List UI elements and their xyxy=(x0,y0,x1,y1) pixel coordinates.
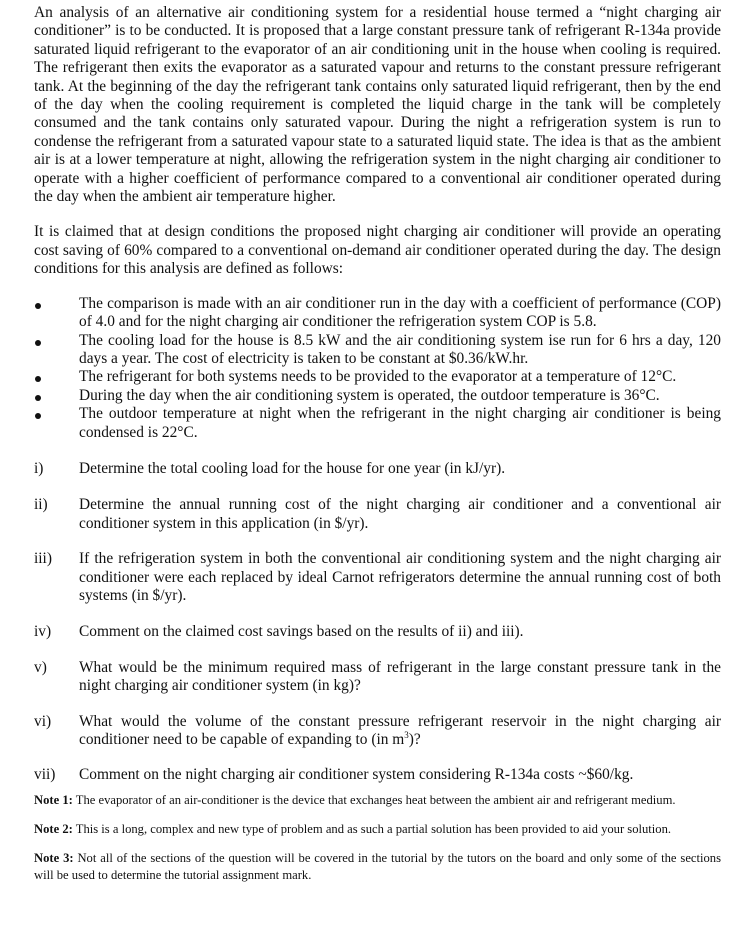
note-1 xyxy=(34,792,721,809)
note-label: Note 2: xyxy=(34,821,73,836)
question-number: iv) xyxy=(34,623,52,641)
note-label: Note 3: xyxy=(34,850,74,865)
question-number: vi) xyxy=(34,712,52,730)
question-text: If the refrigeration system in both the conventional air conditioning system and the night charging air conditioner were each replaced by ideal Carnot refrigerators determine the annual running cost of both systems (in $/yr). xyxy=(79,550,721,604)
question-text: What would be the minimum required mass of refrigerant in the large constant pressure tank in the night charging air conditioner system (in kg)? xyxy=(79,658,721,695)
question-item xyxy=(34,659,721,696)
question-number: ii) xyxy=(34,496,48,514)
question-item xyxy=(34,496,721,533)
list-item xyxy=(34,405,721,442)
bullet-icon xyxy=(35,413,41,419)
question-number: iii) xyxy=(34,550,52,568)
note-text: Not all of the sections of the question will be covered in the tutorial by the tutors on the board and only some of the sections will be used to determine the tutorial assignment mark. xyxy=(34,850,721,882)
bullet-icon xyxy=(35,340,41,346)
question-item xyxy=(34,550,721,605)
bullet-text: The cooling load for the house is 8.5 kW and the air conditioning system ise run for 6 hrs a day, 120 days a year. The cost of electricity is taken to be constant at $0.36/kW.hr. xyxy=(79,331,721,367)
question-number: vii) xyxy=(34,766,56,784)
note-label: Note 1: xyxy=(34,792,73,807)
question-item xyxy=(34,623,721,641)
note-text: The evaporator of an air-conditioner is the device that exchanges heat between the ambient air and refrigerant medium. xyxy=(72,792,676,807)
superscript: 3 xyxy=(404,729,409,740)
note-2 xyxy=(34,821,721,838)
list-item xyxy=(34,295,721,332)
claim-paragraph: It is claimed that at design conditions the proposed night charging air conditioner will provide an operating cost saving of 60% compared to a conventional on-demand air conditioner operated during the day. The design conditions for this analysis are defined as follows: xyxy=(34,223,721,278)
question-text: Comment on the night charging air conditioner system considering R-134a costs ~$60/kg. xyxy=(79,766,634,784)
intro-paragraph: An analysis of an alternative air conditioning system for a residential house termed a “night charging air conditioner” is to be conducted. It is proposed that a large constant pressure tank of refrigerant R-134a provide saturated liquid refrigerant to the evaporator of an air conditioning unit in the house when cooling is required. The refrigerant then exits the evaporator as a saturated vapour and returns to the constant pressure refrigerant tank. At the beginning of the day the refrigerant tank contains only saturated liquid refrigerant, then by the end of the day when the cooling requirement is completed the liquid charge in the tank will be completely consumed and the tank contains only saturated vapour. During the night a refrigeration system is run to condense the refrigerant from a saturated vapour state to a saturated liquid state. The idea is that as the ambient air is at a lower temperature at night, allowing the refrigeration system in the night charging air conditioner to operate with a higher coefficient of performance compared to a conventional air conditioner operated during the day when the ambient air temperature higher. xyxy=(34,4,721,206)
bullet-text: During the day when the air conditioning system is operated, the outdoor temperature is 36°C. xyxy=(79,386,660,404)
design-conditions-list xyxy=(34,295,721,442)
bullet-icon xyxy=(35,303,41,309)
question-text-after: )? xyxy=(408,731,421,748)
question-item xyxy=(34,713,721,750)
question-number: v) xyxy=(34,658,47,676)
list-item xyxy=(34,368,721,386)
bullet-text: The outdoor temperature at night when the refrigerant in the night charging air conditioner is being condensed is 22°C. xyxy=(79,405,721,441)
bullet-text: The refrigerant for both systems needs to be provided to the evaporator at a temperature of 12°C. xyxy=(79,368,677,386)
question-number: i) xyxy=(34,459,44,477)
bullet-icon xyxy=(35,395,41,401)
question-text: Determine the annual running cost of the night charging air conditioner and a conventional air conditioner system in this application (in $/yr). xyxy=(79,496,721,532)
list-item xyxy=(34,332,721,369)
bullet-icon xyxy=(35,376,41,382)
question-text: Comment on the claimed cost savings based on the results of ii) and iii). xyxy=(79,623,524,641)
question-text: Determine the total cooling load for the house for one year (in kJ/yr). xyxy=(79,459,506,477)
note-text: This is a long, complex and new type of problem and as such a partial solution has been provided to aid your solution. xyxy=(72,821,672,836)
note-3 xyxy=(34,850,721,884)
question-item xyxy=(34,460,721,478)
question-text xyxy=(79,713,721,748)
question-item xyxy=(34,766,721,784)
list-item xyxy=(34,387,721,405)
question-text-before: What would the volume of the constant pressure refrigerant reservoir in the night charging air conditioner need to be capable of expanding to (in m xyxy=(79,712,721,748)
bullet-text: The comparison is made with an air conditioner run in the day with a coefficient of performance (COP) of 4.0 and for the night charging air conditioner the refrigeration system COP is 5.8. xyxy=(79,294,721,331)
